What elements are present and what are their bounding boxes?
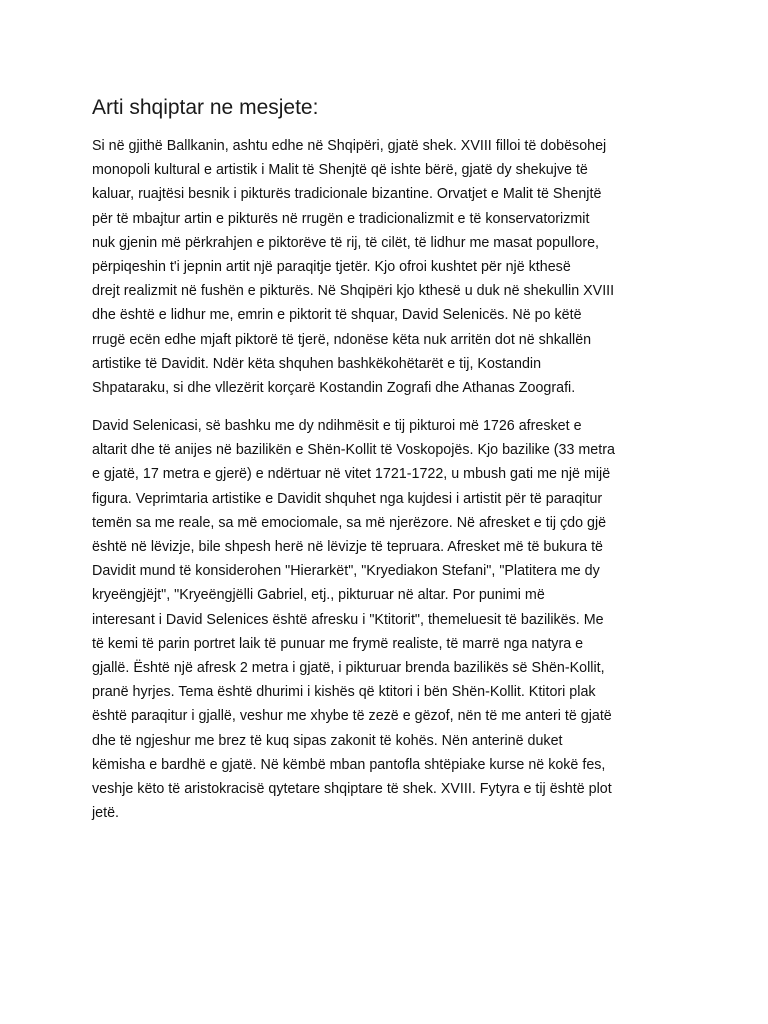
paragraph-2-line: e gjatë, 17 metra e gjerë) e ndërtuar në vitet 1721-1722, u mbush gati me një mijë xyxy=(92,466,611,483)
paragraph-2-line: interesant i David Selenices është afresku i "Ktitorit", themeluesit të bazilikës. Me xyxy=(92,611,604,628)
paragraph-1-line: për të mbajtur artin e pikturës në rrugën e tradicionalizmit e të konservatorizmit xyxy=(92,210,590,227)
paragraph-2-line: të kemi të parin portret laik të punuar me frymë realiste, të marrë nga natyra e xyxy=(92,635,584,652)
paragraph-2-line: veshje këto të aristokracisë qytetare shqiptare të shek. XVIII. Fytyra e tij është plot xyxy=(92,781,612,798)
paragraph-2-line: David Selenicasi, së bashku me dy ndihmësit e tij pikturoi më 1726 afresket e xyxy=(92,418,582,434)
paragraph-2-line: kryeëngjëjt", "Kryeëngjëlli Gabriel, etj., pikturuar në altar. Por punimi më xyxy=(92,587,545,604)
paragraph-2-line: është paraqitur i gjallë, veshur me xhybe të zezë e gëzof, nën të me anteri të gjatë xyxy=(92,708,612,725)
paragraph-1-line: kaluar, ruajtësi besnik i pikturës tradicionale bizantine. Orvatjet e Malit të Shenjtë xyxy=(92,186,602,203)
paragraph-2-line: këmisha e bardhë e gjatë. Në këmbë mban pantofla shtëpiake kurse në kokë fes, xyxy=(92,756,606,773)
paragraph-1 xyxy=(92,134,614,400)
paragraph-2-line: figura. Veprimtaria artistike e Davidit shquhet nga kujdesi i artistit për të paraqitur xyxy=(92,490,603,507)
paragraph-1-line: Shpataraku, si dhe vllezërit korçarë Kostandin Zografi dhe Athanas Zoografi. xyxy=(92,380,576,397)
paragraph-1-line: përpiqeshin t'i jepnin artit një paraqitje tjetër. Kjo ofroi kushtet për një kthesë xyxy=(92,259,571,276)
paragraph-2 xyxy=(92,414,615,825)
paragraph-2-line: Davidit mund të konsiderohen "Hierarkët", "Kryediakon Stefani", "Platitera me dy xyxy=(92,563,600,580)
paragraph-2-line: është në lëvizje, bile shpesh herë në lëvizje të tepruara. Afresket më të bukura të xyxy=(92,539,604,556)
paragraph-1-line: monopoli kultural e artistik i Malit të Shenjtë që ishte bërë, gjatë dy shekujve të xyxy=(92,162,588,179)
paragraph-2-line: temën sa me reale, sa më emociomale, sa më njerëzore. Në afresket e tij çdo gjë xyxy=(92,514,607,531)
paragraph-1-line: Si në gjithë Ballkanin, ashtu edhe në Shqipëri, gjatë shek. XVIII filloi të dobësohej xyxy=(92,138,607,154)
paragraph-2-line: gjallë. Është një afresk 2 metra i gjatë, i pikturuar brenda bazilikës së Shën-Kollit, xyxy=(92,660,605,677)
paragraph-2-line: jetë. xyxy=(92,805,120,822)
paragraph-1-line: artistike të Davidit. Ndër këta shquhen bashkëkohëtarët e tij, Kostandin xyxy=(92,355,542,372)
paragraph-2-line: pranë hyrjes. Tema është dhurimi i kishës që ktitori i bën Shën-Kollit. Ktitori plak xyxy=(92,684,596,701)
paragraph-1-line: drejt realizmit në fushën e pikturës. Në Shqipëri kjo kthesë u duk në shekullin XVIII xyxy=(92,283,615,300)
paragraph-1-line: nuk gjenin më përkrahjen e piktorëve të rij, të cilët, të lidhur me masat popullore, xyxy=(92,234,600,251)
paragraph-1-line: dhe është e lidhur me, emrin e piktorit të shquar, David Selenicës. Në po këtë xyxy=(92,307,582,324)
paragraph-2-line: dhe të ngjeshur me brez të kuq sipas zakonit të kohës. Nën anterinë duket xyxy=(92,732,563,749)
document-heading: Arti shqiptar ne mesjete: xyxy=(92,96,319,119)
paragraph-1-line: rrugë ecën edhe mjaft piktorë të tjerë, ndonëse këta nuk arritën dot në shkallën xyxy=(92,331,592,348)
paragraph-2-line: altarit dhe të anijes në bazilikën e Shën-Kollit të Voskopojës. Kjo bazilike (33 metra xyxy=(92,442,615,459)
